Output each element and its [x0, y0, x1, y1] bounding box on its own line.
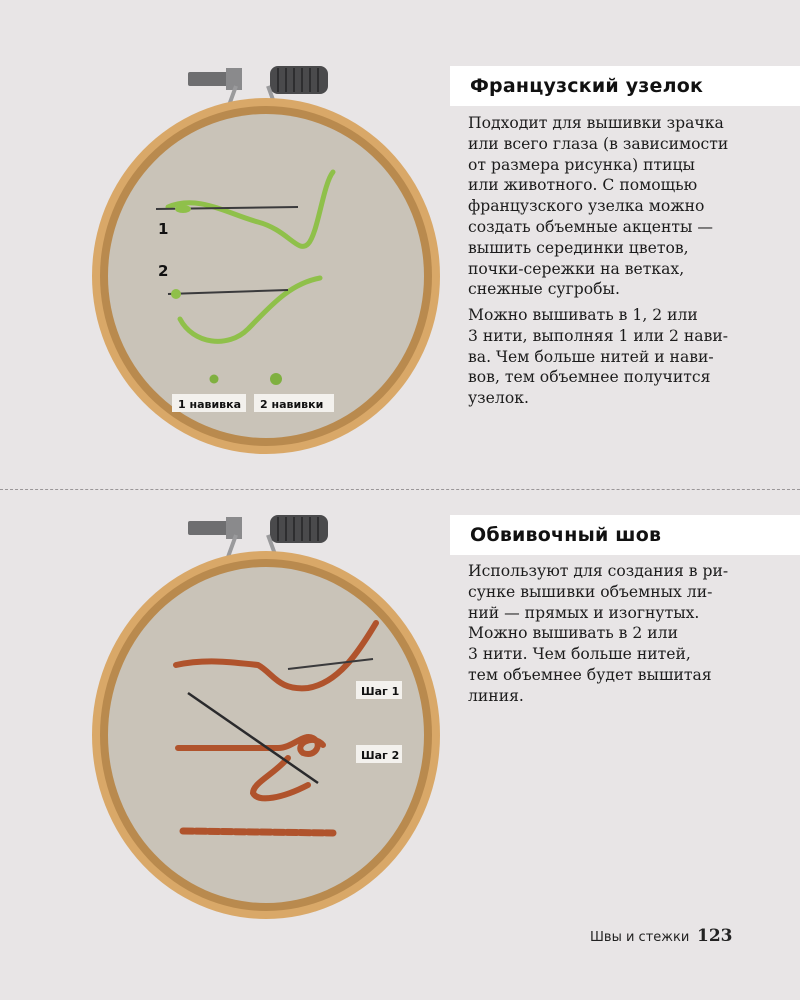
section2-title: Обвивочный шов	[470, 524, 662, 546]
linen-fabric	[108, 114, 424, 438]
section1-paragraph2: Можно вышивать в 1, 2 или 3 нити, выполняя 1 или 2 нави- ва. Чем больше нитей и нави- вов, тем объемнее получится узелок.	[468, 306, 729, 408]
label-two-wraps: 2 навивки	[260, 398, 324, 411]
knot-one-wrap	[210, 375, 219, 384]
linen-fabric	[108, 567, 424, 903]
section1-title: Французский узелок	[470, 75, 704, 97]
footer-section-name: Швы и стежки	[590, 930, 690, 945]
section-divider	[0, 489, 800, 490]
whipped-stitch-hoop-illustration	[88, 513, 458, 933]
section2-paragraph1: Используют для создания в ри- сунке вышивки объемных ли- ний — прямых и изогнутых. Можно вышивать в 2 или 3 нити. Чем больше нитей, тем объемнее будет вышитая линия.	[468, 562, 729, 705]
section1-paragraph1: Подходит для вышивки зрачка или всего глаза (в зависимости от размера рисунка) птицы или животного. С помощью французского узелка можно создать объемные акценты — вышить серединки цветов, почки-сережки на ветках, снежные сугробы.	[468, 114, 729, 299]
page-number: 123	[697, 926, 733, 946]
label-step1: Шаг 1	[361, 685, 400, 698]
step1-number: 1	[158, 220, 169, 238]
hoop-screw-icon	[188, 515, 328, 557]
knot-two-wraps	[270, 373, 282, 385]
step2-number: 2	[158, 262, 169, 280]
french-knot-hoop-illustration	[88, 64, 458, 464]
label-one-wrap: 1 навивка	[178, 398, 242, 411]
label-step2: Шаг 2	[361, 749, 400, 762]
